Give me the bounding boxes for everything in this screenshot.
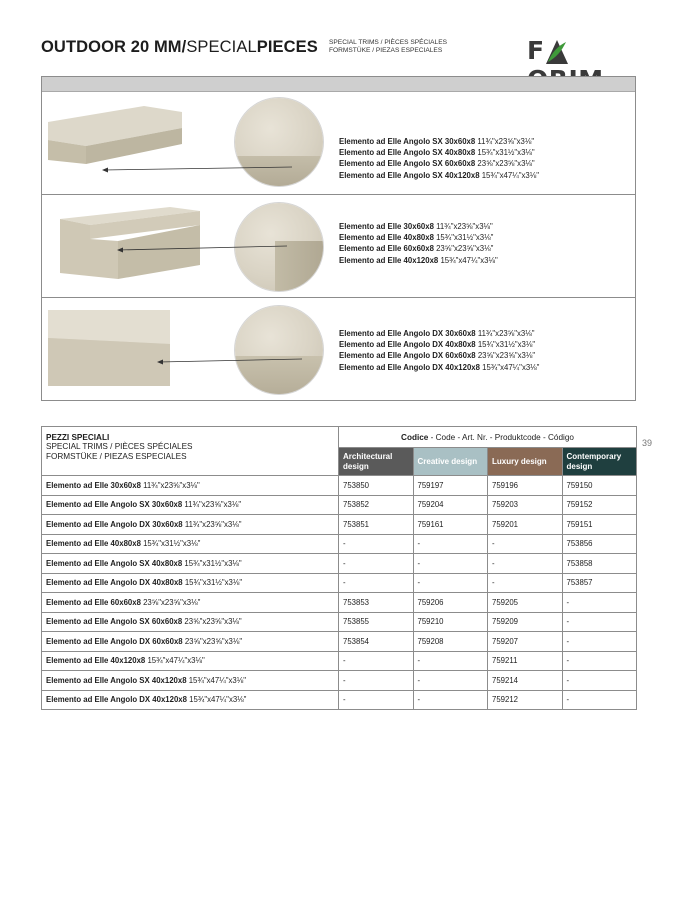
code-cell: 759201 xyxy=(488,515,563,535)
product-name-cell: Elemento ad Elle Angolo DX 40x80x8 15¾"x31½"x3⅛" xyxy=(42,573,339,593)
pointer-line xyxy=(117,240,292,260)
code-cell: - xyxy=(339,690,414,710)
pointer-line xyxy=(102,152,297,182)
product-row-angolo-sx xyxy=(42,92,635,195)
product-name-cell: Elemento ad Elle Angolo DX 30x60x8 11¾"x23⅝"x3⅛" xyxy=(42,515,339,535)
code-cell: 759150 xyxy=(562,476,637,496)
page-number: 39 xyxy=(642,438,653,448)
code-header: Codice - Code - Art. Nr. - Produktcode - Código xyxy=(339,427,637,448)
code-cell: 759211 xyxy=(488,651,563,671)
table-row xyxy=(42,632,637,652)
product-name-cell: Elemento ad Elle Angolo SX 40x120x8 15¾"x47¼"x3⅛" xyxy=(42,671,339,691)
product-name-cell: Elemento ad Elle Angolo DX 60x60x8 23⅝"x23⅝"x3⅛" xyxy=(42,632,339,652)
design-header-architectural: Architectural design xyxy=(339,448,414,476)
code-cell: - xyxy=(488,534,563,554)
product-name-cell: Elemento ad Elle Angolo DX 40x120x8 15¾"x47¼"x3⅛" xyxy=(42,690,339,710)
page-title: OUTDOOR 20 MM/SPECIALPIECES xyxy=(41,38,318,56)
code-cell: - xyxy=(339,534,414,554)
code-cell: 759161 xyxy=(413,515,488,535)
table-row xyxy=(42,554,637,574)
code-cell: - xyxy=(488,573,563,593)
code-cell: 753855 xyxy=(339,612,414,632)
code-cell: 759196 xyxy=(488,476,563,496)
design-header-luxury: Luxury design xyxy=(488,448,563,476)
page-subtitle: SPECIAL TRIMS / PIÈCES SPÉCIALES FORMSTÜKE / PIEZAS ESPECIALES xyxy=(329,39,447,54)
product-labels-angolo-sx: Elemento ad Elle Angolo SX 30x60x8 11¾"x23⅝"x3⅛" Elemento ad Elle Angolo SX 40x80x8 15¾"x31½"x3⅛" Elemento ad Elle Angolo SX 60x60x8 23⅝"x23⅝"x3⅛" Elemento ad Elle Angolo SX 40x120x8 15¾"x47¼"x3⅛" xyxy=(339,137,540,180)
code-cell: - xyxy=(562,671,637,691)
code-cell: 753858 xyxy=(562,554,637,574)
table-row xyxy=(42,515,637,535)
design-header-creative: Creative design xyxy=(413,448,488,476)
code-cell: - xyxy=(488,554,563,574)
code-cell: 759214 xyxy=(488,671,563,691)
code-cell: - xyxy=(339,671,414,691)
product-name-cell: Elemento ad Elle Angolo SX 30x60x8 11¾"x23⅝"x3⅛" xyxy=(42,495,339,515)
code-cell: 759203 xyxy=(488,495,563,515)
code-cell: - xyxy=(413,554,488,574)
code-cell: 759209 xyxy=(488,612,563,632)
code-cell: - xyxy=(413,573,488,593)
product-image-angolo-dx xyxy=(48,310,170,386)
product-name-cell: Elemento ad Elle Angolo SX 60x60x8 23⅝"x23⅝"x3⅛" xyxy=(42,612,339,632)
code-cell: 759210 xyxy=(413,612,488,632)
table-row xyxy=(42,534,637,554)
table-row xyxy=(42,690,637,710)
code-cell: - xyxy=(339,651,414,671)
code-cell: 759208 xyxy=(413,632,488,652)
table-body xyxy=(42,476,637,710)
product-name-cell: Elemento ad Elle 60x60x8 23⅝"x23⅝"x3⅛" xyxy=(42,593,339,613)
code-cell: 753850 xyxy=(339,476,414,496)
product-name-cell: Elemento ad Elle 40x120x8 15¾"x47¼"x3⅛" xyxy=(42,651,339,671)
product-panel xyxy=(41,76,636,401)
florim-logo: F xyxy=(527,36,637,66)
design-header-contemporary: Contemporary design xyxy=(562,448,637,476)
code-cell: - xyxy=(562,690,637,710)
code-cell: 759206 xyxy=(413,593,488,613)
product-row-angolo-dx xyxy=(42,298,635,401)
code-cell: - xyxy=(562,632,637,652)
code-cell: 759151 xyxy=(562,515,637,535)
table-heading-cell: PEZZI SPECIALI SPECIAL TRIMS / PIÈCES SPÉCIALES FORMSTÜKE / PIEZAS ESPECIALES xyxy=(42,427,339,476)
product-row-elle xyxy=(42,195,635,298)
code-cell: 759205 xyxy=(488,593,563,613)
code-cell: - xyxy=(339,554,414,574)
code-cell: 759207 xyxy=(488,632,563,652)
code-cell: - xyxy=(562,651,637,671)
table-row xyxy=(42,573,637,593)
product-labels-angolo-dx: Elemento ad Elle Angolo DX 30x60x8 11¾"x23⅝"x3⅛" Elemento ad Elle Angolo DX 40x80x8 15¾"x31½"x3⅛" Elemento ad Elle Angolo DX 60x60x8 23⅝"x23⅝"x3⅛" Elemento ad Elle Angolo DX 40x120x8 15¾"x47¼"x3⅛" xyxy=(339,329,540,372)
product-name-cell: Elemento ad Elle Angolo SX 40x80x8 15¾"x31½"x3⅛" xyxy=(42,554,339,574)
code-cell: 753854 xyxy=(339,632,414,652)
code-cell: 759152 xyxy=(562,495,637,515)
table-row xyxy=(42,651,637,671)
leaf-icon xyxy=(544,38,570,66)
code-cell: 759197 xyxy=(413,476,488,496)
table-row xyxy=(42,593,637,613)
code-cell: 753853 xyxy=(339,593,414,613)
code-cell: 753856 xyxy=(562,534,637,554)
code-cell: 759204 xyxy=(413,495,488,515)
code-cell: - xyxy=(339,573,414,593)
code-cell: - xyxy=(413,671,488,691)
table-row xyxy=(42,612,637,632)
code-cell: 753852 xyxy=(339,495,414,515)
product-name-cell: Elemento ad Elle 30x60x8 11¾"x23⅝"x3⅛" xyxy=(42,476,339,496)
code-cell: - xyxy=(413,651,488,671)
code-cell: - xyxy=(413,534,488,554)
product-labels-elle: Elemento ad Elle 30x60x8 11¾"x23⅝"x3⅛" Elemento ad Elle 40x80x8 15¾"x31½"x3⅛" Elemento ad Elle 60x60x8 23⅝"x23⅝"x3⅛" Elemento ad Elle 40x120x8 15¾"x47¼"x3⅛" xyxy=(339,222,498,265)
page-header xyxy=(41,38,637,68)
code-cell: 753851 xyxy=(339,515,414,535)
special-pieces-table xyxy=(41,426,636,710)
pointer-line xyxy=(157,352,307,368)
zoom-detail-angolo-dx xyxy=(235,306,323,394)
code-cell: - xyxy=(413,690,488,710)
product-name-cell: Elemento ad Elle 40x80x8 15¾"x31½"x3⅛" xyxy=(42,534,339,554)
table-row xyxy=(42,495,637,515)
code-cell: - xyxy=(562,593,637,613)
table-row xyxy=(42,671,637,691)
panel-header-bar xyxy=(42,77,635,92)
code-cell: - xyxy=(562,612,637,632)
code-cell: 753857 xyxy=(562,573,637,593)
code-cell: 759212 xyxy=(488,690,563,710)
table-row xyxy=(42,476,637,496)
